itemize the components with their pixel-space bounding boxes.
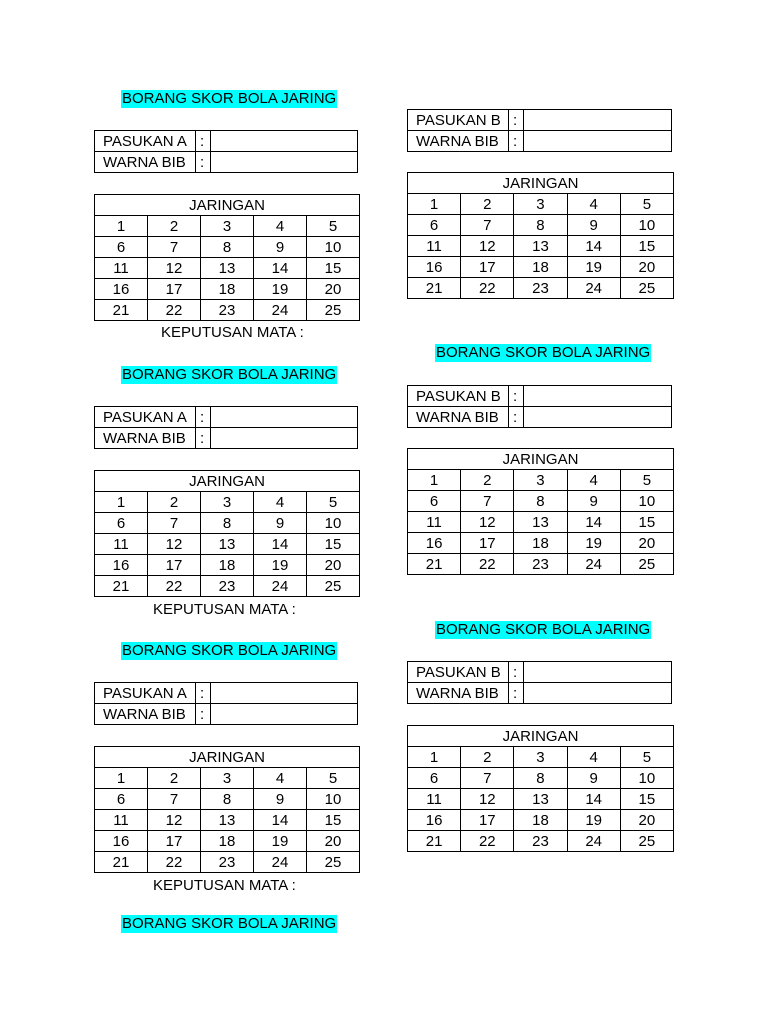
score-cell[interactable]: 19 bbox=[567, 810, 620, 831]
score-cell[interactable]: 1 bbox=[408, 470, 461, 491]
grid-row bbox=[95, 576, 360, 597]
score-cell[interactable]: 12 bbox=[461, 789, 514, 810]
score-cell[interactable]: 15 bbox=[620, 512, 673, 533]
score-cell[interactable]: 9 bbox=[567, 491, 620, 512]
team-b-field[interactable] bbox=[524, 110, 672, 131]
score-cell[interactable]: 24 bbox=[254, 300, 307, 321]
score-cell[interactable]: 5 bbox=[307, 216, 360, 237]
score-cell[interactable]: 23 bbox=[514, 278, 567, 299]
grid-row bbox=[408, 831, 674, 852]
score-cell[interactable]: 5 bbox=[307, 768, 360, 789]
score-cell[interactable]: 16 bbox=[95, 831, 148, 852]
score-cell[interactable]: 5 bbox=[620, 747, 673, 768]
colon: : bbox=[509, 386, 524, 407]
score-cell[interactable]: 6 bbox=[408, 491, 461, 512]
grid-row bbox=[95, 810, 360, 831]
score-cell[interactable]: 10 bbox=[620, 768, 673, 789]
score-cell[interactable]: 4 bbox=[254, 768, 307, 789]
score-cell[interactable]: 5 bbox=[307, 492, 360, 513]
bib-field[interactable] bbox=[211, 704, 358, 725]
score-cell[interactable]: 10 bbox=[307, 237, 360, 258]
score-cell[interactable]: 22 bbox=[461, 554, 514, 575]
form-title: BORANG SKOR BOLA JARING bbox=[122, 90, 337, 107]
score-cell[interactable]: 4 bbox=[567, 194, 620, 215]
score-cell[interactable]: 16 bbox=[408, 257, 461, 278]
score-cell[interactable]: 13 bbox=[201, 534, 254, 555]
bib-field[interactable] bbox=[211, 428, 358, 449]
team-b-info-table bbox=[407, 109, 672, 152]
score-cell[interactable]: 19 bbox=[567, 257, 620, 278]
team-b-field[interactable] bbox=[524, 662, 672, 683]
score-cell[interactable]: 20 bbox=[307, 831, 360, 852]
score-grid bbox=[407, 448, 674, 575]
grid-row bbox=[95, 237, 360, 258]
score-cell[interactable]: 1 bbox=[408, 194, 461, 215]
decision-label: KEPUTUSAN MATA : bbox=[161, 324, 304, 341]
score-cell[interactable]: 17 bbox=[148, 555, 201, 576]
score-cell[interactable]: 20 bbox=[620, 810, 673, 831]
score-cell[interactable]: 14 bbox=[254, 534, 307, 555]
bib-label: WARNA BIB bbox=[408, 131, 509, 152]
score-cell[interactable]: 21 bbox=[408, 278, 461, 299]
score-cell[interactable]: 25 bbox=[620, 278, 673, 299]
grid-row bbox=[408, 533, 674, 554]
score-cell[interactable]: 7 bbox=[461, 768, 514, 789]
score-cell[interactable]: 24 bbox=[567, 278, 620, 299]
score-cell[interactable]: 20 bbox=[620, 257, 673, 278]
score-grid bbox=[94, 470, 360, 597]
score-cell[interactable]: 16 bbox=[95, 279, 148, 300]
form-title: BORANG SKOR BOLA JARING bbox=[436, 621, 651, 638]
score-cell[interactable]: 13 bbox=[201, 258, 254, 279]
score-cell[interactable]: 2 bbox=[148, 492, 201, 513]
score-cell[interactable]: 14 bbox=[567, 789, 620, 810]
colon: : bbox=[509, 683, 524, 704]
decision-label: KEPUTUSAN MATA : bbox=[153, 877, 296, 894]
score-cell[interactable]: 23 bbox=[201, 852, 254, 873]
score-cell[interactable]: 4 bbox=[254, 216, 307, 237]
team-a-info-table bbox=[94, 682, 358, 725]
grid-row bbox=[408, 554, 674, 575]
team-a-label: PASUKAN A bbox=[95, 131, 196, 152]
team-a-field[interactable] bbox=[211, 407, 358, 428]
score-cell[interactable]: 11 bbox=[408, 512, 461, 533]
score-cell[interactable]: 13 bbox=[514, 236, 567, 257]
form-title: BORANG SKOR BOLA JARING bbox=[122, 915, 337, 932]
bib-field[interactable] bbox=[524, 683, 672, 704]
score-cell[interactable]: 18 bbox=[201, 555, 254, 576]
team-a-field[interactable] bbox=[211, 131, 358, 152]
score-cell[interactable]: 15 bbox=[620, 236, 673, 257]
score-cell[interactable]: 11 bbox=[95, 534, 148, 555]
grid-row bbox=[95, 789, 360, 810]
grid-row bbox=[408, 747, 674, 768]
score-cell[interactable]: 7 bbox=[461, 491, 514, 512]
score-cell[interactable]: 3 bbox=[514, 194, 567, 215]
score-cell[interactable]: 6 bbox=[95, 789, 148, 810]
score-cell[interactable]: 15 bbox=[307, 534, 360, 555]
grid-row bbox=[408, 257, 674, 278]
team-a-field[interactable] bbox=[211, 683, 358, 704]
score-cell[interactable]: 25 bbox=[620, 831, 673, 852]
grid-row bbox=[408, 236, 674, 257]
score-cell[interactable]: 24 bbox=[254, 852, 307, 873]
score-cell[interactable]: 25 bbox=[620, 554, 673, 575]
score-cell[interactable]: 13 bbox=[514, 789, 567, 810]
score-cell[interactable]: 3 bbox=[514, 470, 567, 491]
grid-row bbox=[95, 300, 360, 321]
score-cell[interactable]: 19 bbox=[567, 533, 620, 554]
grid-header: JARINGAN bbox=[95, 471, 360, 492]
score-cell[interactable]: 24 bbox=[254, 576, 307, 597]
score-cell[interactable]: 11 bbox=[95, 810, 148, 831]
score-cell[interactable]: 22 bbox=[461, 831, 514, 852]
score-cell[interactable]: 8 bbox=[201, 237, 254, 258]
grid-row bbox=[408, 215, 674, 236]
bib-label: WARNA BIB bbox=[95, 428, 196, 449]
score-cell[interactable]: 21 bbox=[95, 300, 148, 321]
score-cell[interactable]: 12 bbox=[148, 534, 201, 555]
team-b-info-table bbox=[407, 661, 672, 704]
score-cell[interactable]: 5 bbox=[620, 470, 673, 491]
score-cell[interactable]: 18 bbox=[514, 810, 567, 831]
team-a-label: PASUKAN A bbox=[95, 407, 196, 428]
grid-header: JARINGAN bbox=[95, 195, 360, 216]
score-cell[interactable]: 10 bbox=[307, 789, 360, 810]
score-cell[interactable]: 21 bbox=[95, 852, 148, 873]
score-cell[interactable]: 25 bbox=[307, 852, 360, 873]
score-cell[interactable]: 5 bbox=[620, 194, 673, 215]
bib-label: WARNA BIB bbox=[95, 704, 196, 725]
score-cell[interactable]: 14 bbox=[567, 512, 620, 533]
bib-label: WARNA BIB bbox=[408, 407, 509, 428]
colon: : bbox=[509, 407, 524, 428]
score-cell[interactable]: 17 bbox=[461, 533, 514, 554]
score-cell[interactable]: 22 bbox=[148, 852, 201, 873]
score-cell[interactable]: 11 bbox=[95, 258, 148, 279]
score-cell[interactable]: 4 bbox=[254, 492, 307, 513]
colon: : bbox=[509, 110, 524, 131]
score-cell[interactable]: 16 bbox=[408, 533, 461, 554]
score-cell[interactable]: 19 bbox=[254, 555, 307, 576]
score-cell[interactable]: 23 bbox=[201, 300, 254, 321]
score-cell[interactable]: 14 bbox=[254, 810, 307, 831]
score-cell[interactable]: 1 bbox=[408, 747, 461, 768]
score-cell[interactable]: 12 bbox=[461, 236, 514, 257]
score-cell[interactable]: 20 bbox=[307, 555, 360, 576]
grid-row bbox=[95, 555, 360, 576]
bib-field[interactable] bbox=[211, 152, 358, 173]
bib-label: WARNA BIB bbox=[408, 683, 509, 704]
score-cell[interactable]: 10 bbox=[620, 215, 673, 236]
team-b-label: PASUKAN B bbox=[408, 662, 509, 683]
score-cell[interactable]: 8 bbox=[201, 789, 254, 810]
score-cell[interactable]: 8 bbox=[201, 513, 254, 534]
score-cell[interactable]: 1 bbox=[95, 216, 148, 237]
score-cell[interactable]: 9 bbox=[567, 768, 620, 789]
team-a-info-table bbox=[94, 130, 358, 173]
score-cell[interactable]: 2 bbox=[461, 194, 514, 215]
score-grid bbox=[407, 172, 674, 299]
score-cell[interactable]: 24 bbox=[567, 831, 620, 852]
score-cell[interactable]: 4 bbox=[567, 747, 620, 768]
colon: : bbox=[196, 683, 211, 704]
grid-header: JARINGAN bbox=[408, 173, 674, 194]
grid-row bbox=[408, 278, 674, 299]
score-cell[interactable]: 7 bbox=[148, 237, 201, 258]
score-grid bbox=[94, 194, 360, 321]
grid-row bbox=[408, 789, 674, 810]
score-cell[interactable]: 7 bbox=[148, 789, 201, 810]
score-cell[interactable]: 21 bbox=[408, 554, 461, 575]
colon: : bbox=[509, 662, 524, 683]
score-cell[interactable]: 3 bbox=[201, 768, 254, 789]
team-a-label: PASUKAN A bbox=[95, 683, 196, 704]
score-cell[interactable]: 1 bbox=[95, 492, 148, 513]
score-cell[interactable]: 25 bbox=[307, 300, 360, 321]
score-cell[interactable]: 2 bbox=[461, 470, 514, 491]
score-cell[interactable]: 3 bbox=[514, 747, 567, 768]
score-cell[interactable]: 23 bbox=[201, 576, 254, 597]
score-cell[interactable]: 18 bbox=[201, 279, 254, 300]
score-cell[interactable]: 24 bbox=[567, 554, 620, 575]
form-title: BORANG SKOR BOLA JARING bbox=[436, 344, 651, 361]
score-cell[interactable]: 9 bbox=[254, 237, 307, 258]
score-cell[interactable]: 12 bbox=[461, 512, 514, 533]
score-cell[interactable]: 12 bbox=[148, 258, 201, 279]
score-cell[interactable]: 22 bbox=[148, 576, 201, 597]
score-cell[interactable]: 21 bbox=[95, 576, 148, 597]
grid-row bbox=[408, 512, 674, 533]
score-cell[interactable]: 18 bbox=[201, 831, 254, 852]
score-cell[interactable]: 16 bbox=[95, 555, 148, 576]
team-b-field[interactable] bbox=[524, 386, 672, 407]
grid-row bbox=[408, 810, 674, 831]
score-cell[interactable]: 2 bbox=[148, 216, 201, 237]
form-title: BORANG SKOR BOLA JARING bbox=[122, 366, 337, 383]
score-cell[interactable]: 23 bbox=[514, 831, 567, 852]
score-cell[interactable]: 10 bbox=[620, 491, 673, 512]
bib-field[interactable] bbox=[524, 131, 672, 152]
score-cell[interactable]: 23 bbox=[514, 554, 567, 575]
bib-label: WARNA BIB bbox=[95, 152, 196, 173]
score-cell[interactable]: 7 bbox=[148, 513, 201, 534]
bib-field[interactable] bbox=[524, 407, 672, 428]
team-b-info-table bbox=[407, 385, 672, 428]
grid-row bbox=[408, 194, 674, 215]
score-cell[interactable]: 6 bbox=[95, 513, 148, 534]
colon: : bbox=[509, 131, 524, 152]
score-cell[interactable]: 9 bbox=[254, 789, 307, 810]
score-cell[interactable]: 15 bbox=[307, 258, 360, 279]
grid-row bbox=[408, 768, 674, 789]
score-cell[interactable]: 17 bbox=[461, 257, 514, 278]
grid-header: JARINGAN bbox=[408, 449, 674, 470]
colon: : bbox=[196, 152, 211, 173]
colon: : bbox=[196, 704, 211, 725]
score-cell[interactable]: 17 bbox=[148, 831, 201, 852]
team-b-label: PASUKAN B bbox=[408, 110, 509, 131]
score-cell[interactable]: 10 bbox=[307, 513, 360, 534]
score-cell[interactable]: 20 bbox=[307, 279, 360, 300]
score-cell[interactable]: 6 bbox=[408, 768, 461, 789]
grid-row bbox=[95, 831, 360, 852]
score-cell[interactable]: 4 bbox=[567, 470, 620, 491]
score-cell[interactable]: 18 bbox=[514, 533, 567, 554]
grid-row bbox=[408, 491, 674, 512]
decision-label: KEPUTUSAN MATA : bbox=[153, 601, 296, 618]
score-cell[interactable]: 11 bbox=[408, 236, 461, 257]
score-cell[interactable]: 1 bbox=[95, 768, 148, 789]
score-cell[interactable]: 14 bbox=[567, 236, 620, 257]
score-cell[interactable]: 15 bbox=[620, 789, 673, 810]
score-cell[interactable]: 20 bbox=[620, 533, 673, 554]
grid-row bbox=[95, 534, 360, 555]
score-cell[interactable]: 3 bbox=[201, 492, 254, 513]
score-cell[interactable]: 15 bbox=[307, 810, 360, 831]
score-cell[interactable]: 25 bbox=[307, 576, 360, 597]
score-cell[interactable]: 9 bbox=[567, 215, 620, 236]
form-title: BORANG SKOR BOLA JARING bbox=[122, 642, 337, 659]
score-cell[interactable]: 13 bbox=[201, 810, 254, 831]
score-grid bbox=[407, 725, 674, 852]
score-cell[interactable]: 8 bbox=[514, 768, 567, 789]
score-cell[interactable]: 18 bbox=[514, 257, 567, 278]
score-cell[interactable]: 6 bbox=[95, 237, 148, 258]
score-cell[interactable]: 19 bbox=[254, 279, 307, 300]
score-cell[interactable]: 19 bbox=[254, 831, 307, 852]
grid-row bbox=[95, 852, 360, 873]
score-cell[interactable]: 13 bbox=[514, 512, 567, 533]
score-cell[interactable]: 14 bbox=[254, 258, 307, 279]
score-grid bbox=[94, 746, 360, 873]
score-cell[interactable]: 2 bbox=[148, 768, 201, 789]
score-cell[interactable]: 8 bbox=[514, 215, 567, 236]
grid-row bbox=[95, 492, 360, 513]
score-cell[interactable]: 7 bbox=[461, 215, 514, 236]
score-cell[interactable]: 16 bbox=[408, 810, 461, 831]
grid-row bbox=[95, 258, 360, 279]
score-cell[interactable]: 2 bbox=[461, 747, 514, 768]
score-cell[interactable]: 3 bbox=[201, 216, 254, 237]
score-cell[interactable]: 11 bbox=[408, 789, 461, 810]
grid-header: JARINGAN bbox=[95, 747, 360, 768]
score-cell[interactable]: 22 bbox=[461, 278, 514, 299]
team-b-label: PASUKAN B bbox=[408, 386, 509, 407]
team-a-info-table bbox=[94, 406, 358, 449]
score-cell[interactable]: 21 bbox=[408, 831, 461, 852]
score-cell[interactable]: 9 bbox=[254, 513, 307, 534]
score-cell[interactable]: 6 bbox=[408, 215, 461, 236]
colon: : bbox=[196, 407, 211, 428]
grid-row bbox=[408, 470, 674, 491]
grid-row bbox=[95, 216, 360, 237]
score-cell[interactable]: 12 bbox=[148, 810, 201, 831]
score-cell[interactable]: 22 bbox=[148, 300, 201, 321]
score-cell[interactable]: 17 bbox=[461, 810, 514, 831]
grid-row bbox=[95, 279, 360, 300]
score-cell[interactable]: 17 bbox=[148, 279, 201, 300]
colon: : bbox=[196, 428, 211, 449]
score-cell[interactable]: 8 bbox=[514, 491, 567, 512]
grid-row bbox=[95, 768, 360, 789]
grid-header: JARINGAN bbox=[408, 726, 674, 747]
colon: : bbox=[196, 131, 211, 152]
grid-row bbox=[95, 513, 360, 534]
